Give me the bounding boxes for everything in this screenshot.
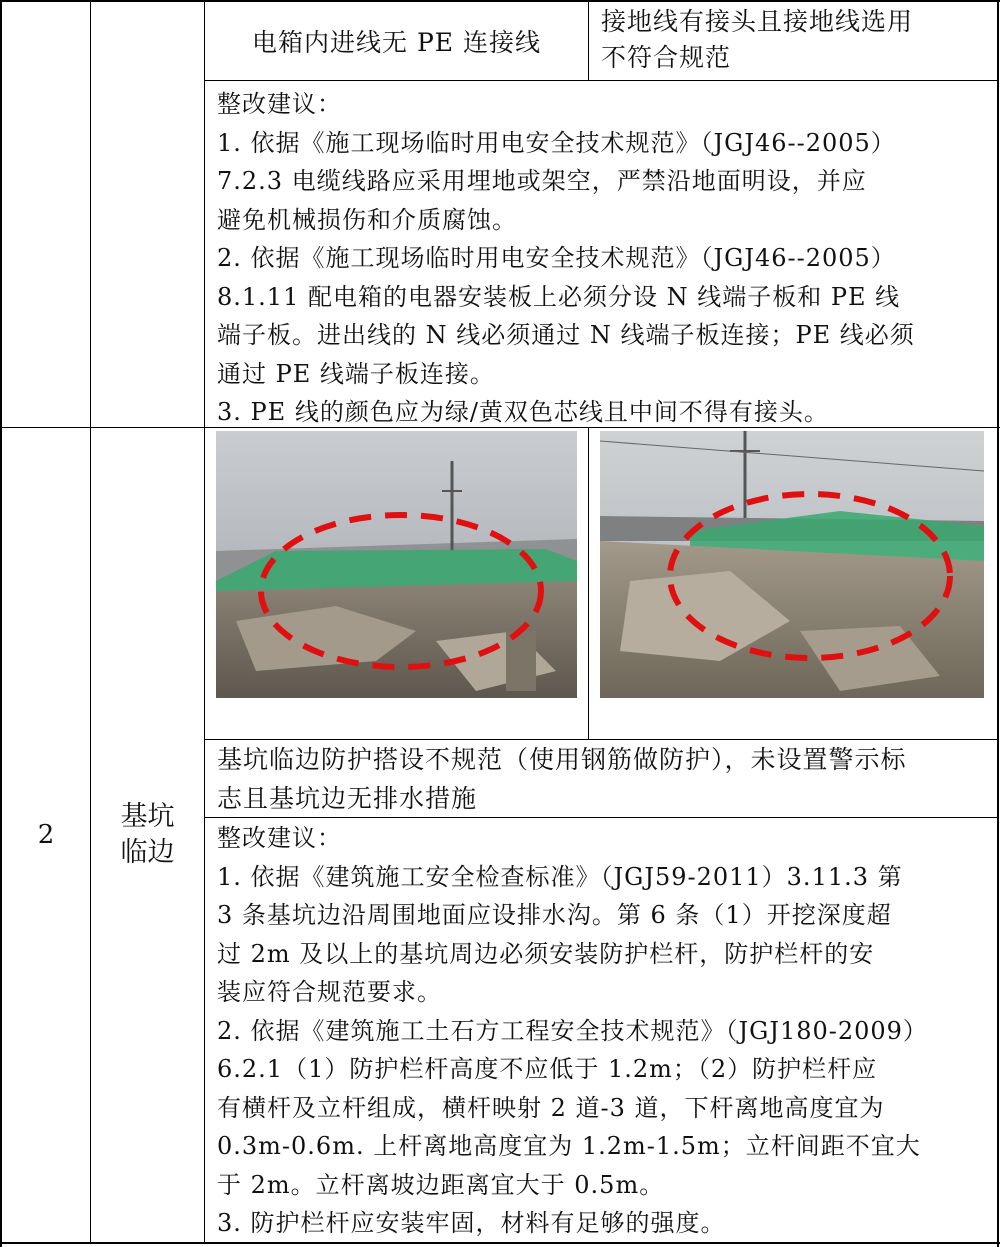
advice-line: 3 条基坑边沿周围地面应设排水沟。第 6 条（1）开挖深度超 — [217, 901, 892, 929]
row-index-cell — [2, 428, 90, 1242]
advice-line: 过 2m 及以上的基坑周边必须安装防护栏杆，防护栏杆的安 — [217, 939, 875, 968]
table-border-right — [997, 0, 999, 1247]
category-line: 基坑 — [120, 801, 175, 832]
category-cell — [91, 428, 204, 1242]
row-divider-3 — [204, 739, 999, 740]
advice-line: 2. 依据《施工现场临时用电安全技术规范》（JGJ46--2005） — [217, 244, 896, 272]
advice-line: 于 2m。立杆离坡边距离宜大于 0.5m。 — [217, 1170, 665, 1199]
advice-line: 1. 依据《建筑施工安全检查标准》（JGJ59-2011）3.11.3 第 — [217, 862, 903, 891]
advice-line: 通过 PE 线端子板连接。 — [217, 359, 495, 388]
advice-line: 6.2.1（1）防护栏杆高度不应低于 1.2m；（2）防护栏杆应 — [217, 1055, 878, 1083]
inner-divider-top — [588, 0, 589, 80]
issue-cell-right — [601, 4, 991, 76]
advice-line: 3. 防护栏杆应安装牢固，材料有足够的强度。 — [217, 1209, 726, 1237]
advice-line: 1. 依据《施工现场临时用电安全技术规范》（JGJ46--2005） — [217, 128, 896, 157]
advice-line: 端子板。进出线的 N 线必须通过 N 线端子板连接；PE 线必须 — [217, 321, 915, 349]
advice-line: 0.3m-0.6m. 上杆离地高度宜为 1.2m-1.5m；立杆间距不宜大 — [217, 1132, 921, 1160]
advice-line: 7.2.3 电缆线路应采用埋地或架空，严禁沿地面明设，并应 — [217, 167, 867, 195]
advice-line: 装应符合规范要求。 — [217, 978, 442, 1006]
advice-block-1 — [217, 85, 992, 432]
advice-line: 8.1.11 配电箱的电器安装板上必须分设 N 线端子板和 PE 线 — [217, 282, 901, 311]
advice-heading: 整改建议： — [217, 90, 342, 118]
issue-cell-section2 — [217, 741, 992, 818]
advice-heading: 整改建议： — [217, 824, 342, 852]
issue-line: 志且基坑边无排水措施 — [217, 783, 478, 813]
advice-line: 有横杆及立杆组成，横杆映射 2 道-3 道，下杆离地高度宜为 — [217, 1093, 885, 1122]
advice-line: 2. 依据《建筑施工土石方工程安全技术规范》（JGJ180-2009） — [217, 1016, 928, 1045]
inner-divider-photos — [588, 427, 589, 739]
issue-cell-left — [205, 2, 588, 80]
site-photo-2 — [600, 431, 984, 698]
issue-text-right-line: 不符合规范 — [601, 43, 732, 72]
category-line: 临边 — [120, 837, 175, 868]
issue-line: 基坑临边防护搭设不规范（使用钢筋做防护），未设置警示标 — [217, 745, 907, 774]
issue-text-left: 电箱内进线无 PE 连接线 — [252, 28, 541, 57]
row-index: 2 — [37, 820, 55, 850]
site-photo-1 — [216, 431, 577, 698]
issue-text-right-line: 接地线有接头且接地线选用 — [601, 7, 914, 36]
advice-line: 3. PE 线的颜色应为绿/黄双色芯线且中间不得有接头。 — [217, 398, 829, 426]
advice-block-2 — [217, 819, 992, 1243]
advice-line: 避免机械损伤和介质腐蚀。 — [217, 205, 517, 234]
col-divider-2 — [204, 0, 205, 1244]
row-divider-1 — [204, 80, 999, 81]
